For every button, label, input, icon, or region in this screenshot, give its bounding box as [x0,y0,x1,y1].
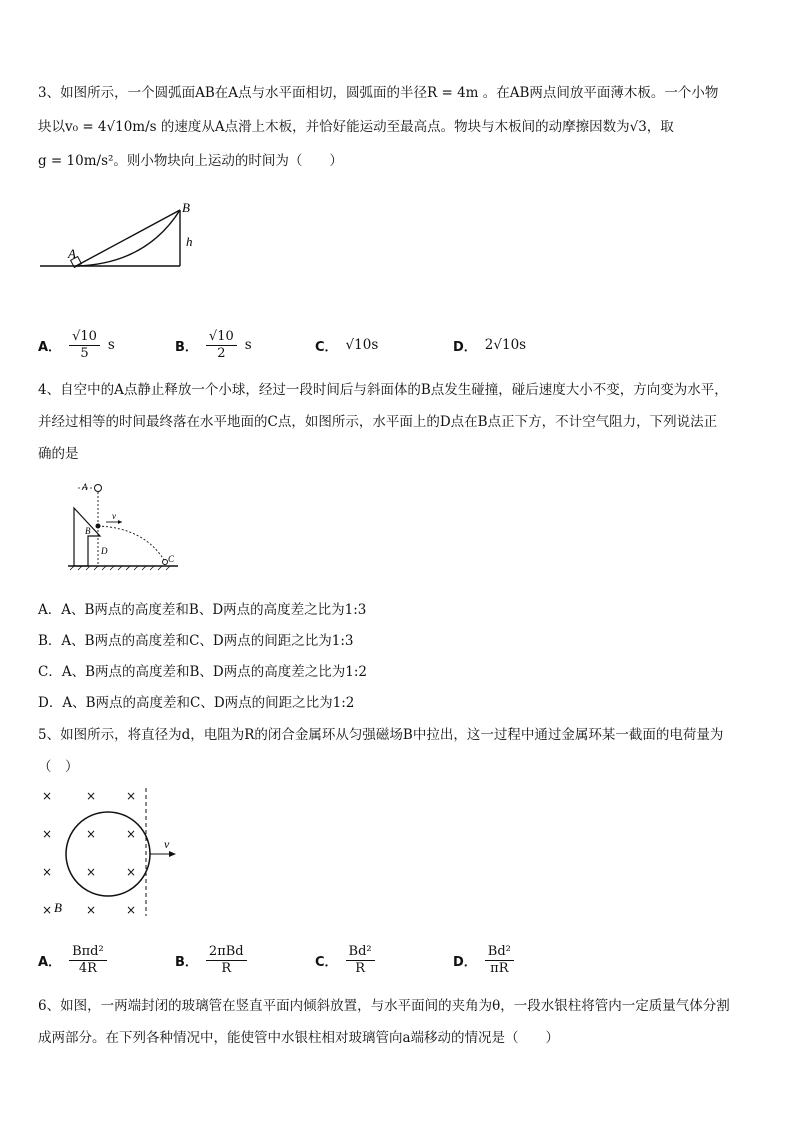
fraction [206,329,237,362]
q5-text-line-1: 5、如图所示，将直径为d，电阻为R的闭合金属环从匀强磁场B中拉出，这一过程中通过金属环某一截面的电荷量为 [38,727,724,743]
q3-figure-incline-arc [36,200,206,272]
q5-text-line-2: （ ） [38,759,79,775]
q4-option-c[interactable]: C．A、B两点的高度差和B、D两点的高度差之比为1:2 [38,664,367,680]
q3-option-c[interactable] [315,322,378,368]
cross: × [86,789,97,803]
q3-option-a[interactable] [38,322,115,368]
numerator: √10 [206,329,237,346]
unit: s [107,337,115,353]
option-value: √10s [345,337,379,353]
q3-fig-label-a: A [68,246,76,261]
option-letter: B． [175,954,198,970]
q5-fig-label-b: B [54,900,62,915]
q3-text-line-1: 3、如图所示，一个圆弧面AB在A点与水平面相切，圆弧面的半径R = 4m 。在AB两点间放平面薄木板。一个小物 [38,85,719,101]
q4-option-d[interactable]: D．A、B两点的高度差和C、D两点的间距之比为1:2 [38,695,355,711]
q6-text-line-1: 6、如图，一两端封闭的玻璃管在竖直平面内倾斜放置，与水平面间的夹角为θ，一段水银柱将管内一定质量气体分割 [38,998,730,1014]
cross: × [42,903,53,917]
q4-text-line-3: 确的是 [38,446,79,462]
denominator: 4R [78,960,97,976]
option-letter: A． [38,954,62,970]
cross: × [126,789,137,803]
fraction [346,944,375,977]
cross: × [126,827,137,841]
option-letter: D． [453,339,477,355]
cross: × [86,903,97,917]
q3-option-b[interactable] [175,322,252,368]
option-letter: C． [315,954,338,970]
cross: × [126,903,137,917]
cross: × [42,827,53,841]
cross: × [86,827,97,841]
q4-text-line-1: 4、自空中的A点静止释放一个小球，经过一段时间后与斜面体的B点发生碰撞，碰后速度大小不变，方向变为水平， [38,382,728,398]
cross: × [42,789,53,803]
q3-text-line-2: 块以v₀ = 4√10m/s 的速度从A点滑上木板，并恰好能运动至最高点。物块与木板间的动摩擦因数为√3，取 [38,119,674,135]
q5-figure-magnetic-ring [38,786,188,920]
cross: × [126,865,137,879]
denominator: πR [490,960,509,976]
q5-options [38,937,758,983]
denominator: 5 [80,345,89,361]
denominator: 2 [217,345,226,361]
q4-fig-label-d: D [101,546,108,556]
q4-text-line-2: 并经过相等的时间最终落在水平地面的C点，如图所示，水平面上的D点在B点正下方，不计空气阻力，下列说法正 [38,414,718,430]
q4-fig-label-b: B [85,526,91,536]
q4-fig-label-v: v [112,511,116,521]
q4-fig-label-c: C [168,554,175,564]
fraction [69,944,107,977]
unit: s [244,337,252,353]
cross: × [42,865,53,879]
q5-option-d[interactable] [453,937,514,983]
option-letter: A． [38,339,62,355]
q3-fig-label-h: h [186,234,193,249]
option-value: 2√10s [484,337,527,353]
q3-text-line-3: g = 10m/s²。则小物块向上运动的时间为（ ） [38,153,343,169]
q6-text-line-2: 成两部分。在下列各种情况中，能使管中水银柱相对玻璃管向a端移动的情况是（ ） [38,1030,560,1046]
denominator: R [355,960,365,976]
q5-option-a[interactable] [38,937,107,983]
q3-options [38,322,758,368]
q4-figure-ball-incline [64,478,182,580]
q4-fig-label-a: A [82,482,88,492]
numerator: Bπd² [69,944,107,961]
numerator: 2πBd [206,944,247,961]
denominator: R [221,960,232,976]
q4-option-b[interactable]: B．A、B两点的高度差和C、D两点的间距之比为1:3 [38,633,354,649]
cross: × [86,865,97,879]
q5-option-c[interactable] [315,937,375,983]
fraction [69,329,100,362]
q3-fig-label-b: B [182,200,190,215]
numerator: Bd² [346,944,375,961]
q5-fig-label-v: v [164,837,170,851]
numerator: √10 [69,329,100,346]
option-letter: B． [175,339,198,355]
fraction [485,944,514,977]
numerator: Bd² [485,944,514,961]
option-letter: D． [453,954,477,970]
option-letter: C． [315,339,338,355]
q3-option-d[interactable] [453,322,526,368]
q5-option-b[interactable] [175,937,247,983]
fraction [206,944,247,977]
q4-option-a[interactable]: A．A、B两点的高度差和B、D两点的高度差之比为1:3 [38,602,367,618]
